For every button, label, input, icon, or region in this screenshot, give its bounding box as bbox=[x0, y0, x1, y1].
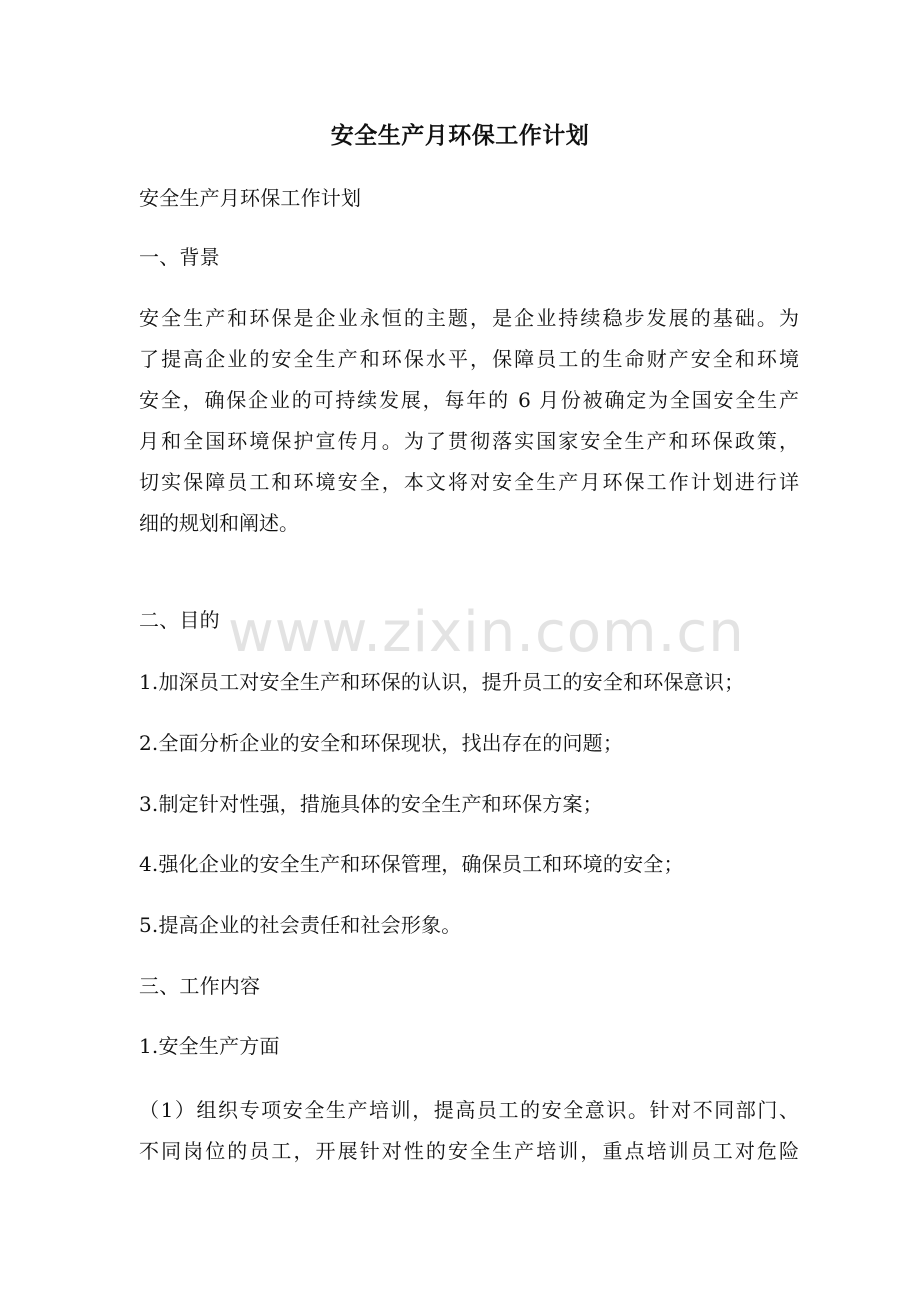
document-title: 安全生产月环保工作计划 bbox=[330, 122, 590, 149]
paragraph-line: 安全生产和环保是企业永恒的主题，是企业持续稳步发展的基础。为 bbox=[139, 306, 799, 330]
goal-item: 2.全面分析企业的安全和环保现状，找出存在的问题； bbox=[139, 731, 624, 755]
paragraph-line: （1）组织专项安全生产培训，提高员工的安全意识。针对不同部门、 bbox=[139, 1098, 799, 1122]
paragraph-line: 月和全国环境保护宣传月。为了贯彻落实国家安全生产和环保政策， bbox=[139, 429, 799, 453]
watermark: www.zixin.com.cn bbox=[228, 600, 745, 665]
subsection-heading-safety: 1.安全生产方面 bbox=[139, 1034, 280, 1058]
paragraph-line: 安全，确保企业的可持续发展，每年的 6 月份被确定为全国安全生产 bbox=[139, 388, 799, 412]
section-heading-work-content: 三、工作内容 bbox=[139, 974, 261, 998]
section-heading-background: 一、背景 bbox=[139, 245, 220, 269]
goal-item: 4.强化企业的安全生产和环保管理，确保员工和环境的安全； bbox=[139, 852, 684, 876]
paragraph-line: 切实保障员工和环境安全，本文将对安全生产月环保工作计划进行详 bbox=[139, 470, 799, 494]
goal-item: 1.加深员工对安全生产和环保的认识，提升员工的安全和环保意识； bbox=[139, 670, 745, 694]
safety-item-paragraph bbox=[139, 1090, 799, 1172]
paragraph-line: 不同岗位的员工，开展针对性的安全生产培训，重点培训员工对危险 bbox=[139, 1139, 799, 1163]
section-heading-purpose: 二、目的 bbox=[139, 608, 220, 632]
background-paragraph bbox=[139, 298, 799, 544]
paragraph-line: 了提高企业的安全生产和环保水平，保障员工的生命财产安全和环境 bbox=[139, 347, 799, 371]
goal-item: 5.提高企业的社会责任和社会形象。 bbox=[139, 913, 462, 937]
paragraph-line: 细的规划和阐述。 bbox=[139, 511, 299, 535]
goal-item: 3.制定针对性强，措施具体的安全生产和环保方案； bbox=[139, 792, 603, 816]
document-subtitle: 安全生产月环保工作计划 bbox=[139, 186, 362, 210]
